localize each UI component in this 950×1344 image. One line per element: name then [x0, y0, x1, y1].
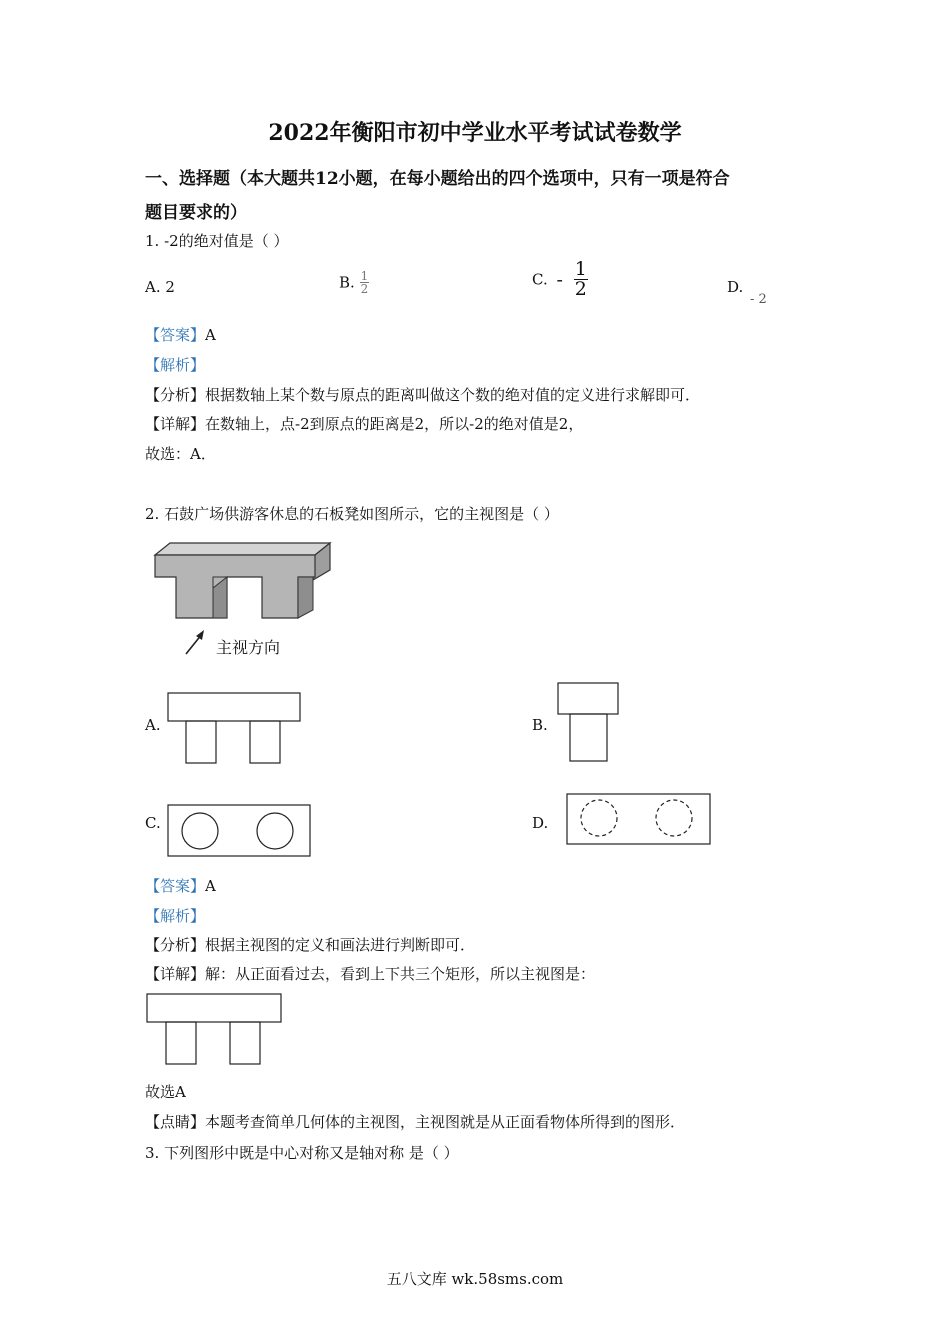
footer-watermark-text: 五八文库 wk.58sms.com [386, 1270, 564, 1288]
q3-stem: 3. 下列图形中既是中心对称又是轴对称 是（ ） [145, 1144, 459, 1162]
q1-option-c-label: C. [532, 270, 548, 289]
q2-option-c-figure [166, 803, 314, 860]
q1-option-d-label: D. [727, 278, 744, 296]
q1-option-c-denominator: 2 [574, 278, 587, 300]
q1-option-a: A. 2 [145, 278, 175, 296]
section-heading-line2: 题目要求的） [145, 203, 247, 223]
q2-option-a-figure [166, 692, 302, 766]
q2-answer-tag: 【答案】 [145, 877, 206, 895]
q1-xiangjie: 【详解】在数轴上，点-2到原点的距离是2，所以-2的绝对值是2， [145, 415, 584, 433]
q1-answer-value: A [205, 326, 216, 344]
view-direction-label: 主视方向 [216, 638, 281, 657]
stone-bench-3d-figure [150, 540, 335, 625]
section-heading-line1: 一、选择题（本大题共12小题，在每小题给出的四个选项中，只有一项是符合 [145, 169, 730, 189]
q1-fenxi: 【分析】根据数轴上某个数与原点的距离叫做这个数的绝对值的定义进行求解即可． [145, 386, 701, 404]
q2-option-a-label: A. [145, 716, 161, 734]
q2-option-c-label: C. [145, 814, 161, 832]
q2-answer [145, 875, 216, 896]
q1-option-b-denominator: 2 [360, 282, 369, 296]
q1-analysis-tag: 【解析】 [145, 356, 206, 374]
q1-option-b-label: B. [339, 273, 355, 292]
q1-answer-tag: 【答案】 [145, 326, 206, 344]
page-title: 2022年衡阳市初中学业水平考试试卷数学 [268, 120, 682, 146]
q2-option-b-label: B. [532, 716, 548, 734]
q2-stem: 2. 石鼓广场供游客休息的石板凳如图所示，它的主视图是（ ） [145, 505, 559, 523]
q1-option-c [532, 260, 588, 299]
q1-option-c-numerator: 1 [574, 258, 587, 280]
q2-fenxi: 【分析】根据主视图的定义和画法进行判断即可． [145, 936, 476, 954]
q2-option-d-label: D. [532, 814, 549, 832]
q2-choice: 故选A [145, 1083, 186, 1101]
q2-dianjing: 【点睛】本题考查简单几何体的主视图，主视图就是从正面看物体所得到的图形． [145, 1113, 686, 1131]
q2-xiangjie: 【详解】解：从正面看过去，看到上下共三个矩形，所以主视图是： [145, 965, 596, 983]
q1-stem: 1. -2的绝对值是（ ） [145, 232, 289, 250]
q2-option-b-figure [556, 681, 620, 765]
q1-option-d-value: - 2 [750, 292, 767, 307]
q2-analysis-tag: 【解析】 [145, 907, 206, 925]
q1-option-b-fraction [360, 270, 370, 295]
view-direction-arrow-icon [182, 628, 210, 658]
q2-option-d-figure [565, 792, 713, 847]
q1-option-c-fraction [574, 260, 588, 299]
q1-choice: 故选：A． [145, 445, 216, 463]
q1-option-b-numerator: 1 [360, 269, 369, 283]
q1-option-c-sign: - [556, 268, 563, 291]
q1-answer [145, 324, 216, 345]
q2-answer-front-view-figure [145, 993, 283, 1067]
q1-option-b [339, 270, 369, 295]
q2-answer-value: A [205, 877, 216, 895]
